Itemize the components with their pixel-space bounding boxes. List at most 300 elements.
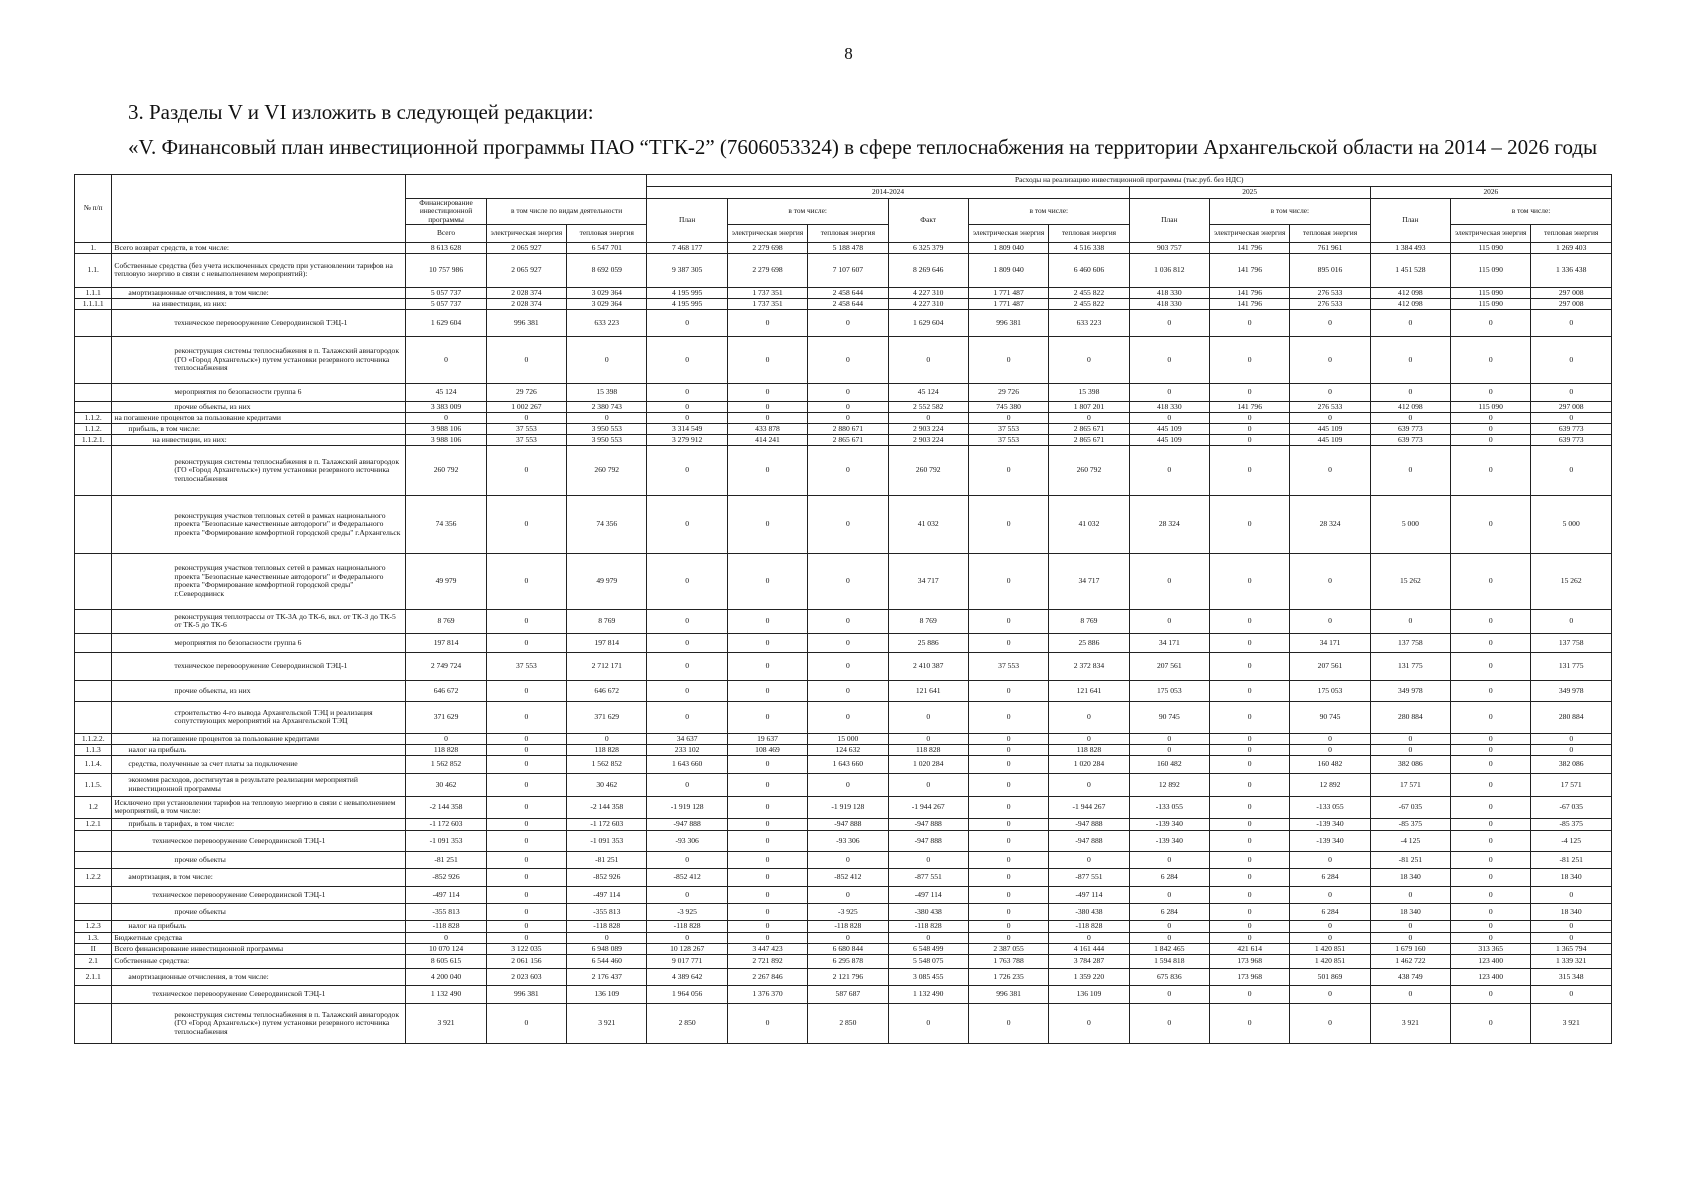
- table-body: [75, 242, 1612, 1043]
- value-cell: 0: [1451, 1003, 1531, 1043]
- value-cell: 639 773: [1370, 434, 1450, 445]
- header-heat: тепловая энергия: [808, 224, 888, 242]
- value-cell: 15 000: [808, 733, 888, 744]
- row-name: прочие объекты: [112, 851, 406, 868]
- value-cell: -1 091 353: [567, 830, 647, 851]
- value-cell: 0: [1209, 633, 1289, 652]
- value-cell: 0: [1290, 412, 1370, 423]
- row-name: Всего финансирование инвестиционной программы: [112, 943, 406, 954]
- value-cell: 0: [1451, 336, 1531, 383]
- value-cell: 0: [1209, 609, 1289, 633]
- financial-plan-table: [74, 174, 1612, 1044]
- row-name: на инвестиции, из них:: [112, 298, 406, 309]
- value-cell: 0: [727, 701, 807, 733]
- row-name: налог на прибыль: [112, 744, 406, 755]
- row-name: на инвестиции, из них:: [112, 434, 406, 445]
- value-cell: 0: [1290, 851, 1370, 868]
- value-cell: 12 892: [1290, 773, 1370, 796]
- value-cell: 0: [1451, 733, 1531, 744]
- value-cell: 0: [1531, 744, 1612, 755]
- value-cell: 0: [1451, 434, 1531, 445]
- value-cell: 3 950 553: [567, 423, 647, 434]
- value-cell: 0: [486, 851, 566, 868]
- value-cell: 0: [567, 932, 647, 943]
- value-cell: 0: [808, 773, 888, 796]
- value-cell: 1 376 370: [727, 985, 807, 1003]
- value-cell: 297 008: [1531, 298, 1612, 309]
- value-cell: 745 380: [968, 401, 1048, 412]
- value-cell: 3 988 106: [406, 434, 486, 445]
- value-cell: 4 161 444: [1049, 943, 1129, 954]
- value-cell: 6 284: [1129, 903, 1209, 920]
- table-row: [75, 383, 1612, 401]
- table-row: [75, 298, 1612, 309]
- value-cell: 0: [1370, 932, 1450, 943]
- value-cell: 0: [1451, 868, 1531, 886]
- table-row: [75, 985, 1612, 1003]
- value-cell: 6 548 499: [888, 943, 968, 954]
- table-row: [75, 851, 1612, 868]
- row-name: экономия расходов, достигнутая в результате реализации мероприятий инвестиционной программы: [112, 773, 406, 796]
- value-cell: 418 330: [1129, 287, 1209, 298]
- value-cell: 137 758: [1370, 633, 1450, 652]
- value-cell: 1 737 351: [727, 298, 807, 309]
- value-cell: 0: [1290, 886, 1370, 903]
- value-cell: 0: [1531, 336, 1612, 383]
- value-cell: -118 828: [406, 920, 486, 932]
- value-cell: 0: [1049, 932, 1129, 943]
- value-cell: 3 921: [567, 1003, 647, 1043]
- table-row: [75, 1003, 1612, 1043]
- row-name: амортизация, в том числе:: [112, 868, 406, 886]
- value-cell: 0: [1451, 495, 1531, 553]
- row-number: [75, 633, 112, 652]
- value-cell: 0: [1290, 383, 1370, 401]
- value-cell: 0: [1451, 985, 1531, 1003]
- row-number: [75, 701, 112, 733]
- value-cell: 28 324: [1129, 495, 1209, 553]
- value-cell: 30 462: [567, 773, 647, 796]
- value-cell: 0: [406, 412, 486, 423]
- value-cell: 0: [1129, 1003, 1209, 1043]
- value-cell: 0: [486, 336, 566, 383]
- value-cell: 3 029 364: [567, 287, 647, 298]
- value-cell: 2 387 055: [968, 943, 1048, 954]
- value-cell: 0: [1290, 445, 1370, 495]
- value-cell: 0: [1049, 851, 1129, 868]
- value-cell: 0: [808, 412, 888, 423]
- row-number: 1.1.5.: [75, 773, 112, 796]
- value-cell: 0: [1451, 903, 1531, 920]
- value-cell: 6 680 844: [808, 943, 888, 954]
- row-name: прочие объекты: [112, 903, 406, 920]
- header-electric: электрическая энергия: [1451, 224, 1531, 242]
- value-cell: 0: [1370, 920, 1450, 932]
- row-name: амортизационные отчисления, в том числе:: [112, 968, 406, 985]
- value-cell: 0: [1209, 701, 1289, 733]
- row-number: 1.3.: [75, 932, 112, 943]
- value-cell: 280 884: [1531, 701, 1612, 733]
- value-cell: 297 008: [1531, 287, 1612, 298]
- value-cell: 0: [1451, 553, 1531, 609]
- value-cell: 2 065 927: [486, 242, 566, 253]
- value-cell: 0: [727, 851, 807, 868]
- value-cell: 41 032: [888, 495, 968, 553]
- value-cell: 18 340: [1370, 903, 1450, 920]
- value-cell: 0: [486, 830, 566, 851]
- row-number: 1.1.2.: [75, 423, 112, 434]
- value-cell: 115 090: [1451, 401, 1531, 412]
- value-cell: 412 098: [1370, 401, 1450, 412]
- value-cell: 2 023 603: [486, 968, 566, 985]
- row-number: 1.2.1: [75, 818, 112, 830]
- value-cell: 1 809 040: [968, 253, 1048, 287]
- value-cell: 0: [808, 553, 888, 609]
- table-row: [75, 680, 1612, 701]
- value-cell: 2 865 671: [1049, 423, 1129, 434]
- value-cell: 0: [647, 383, 727, 401]
- value-cell: 8 769: [888, 609, 968, 633]
- value-cell: 15 262: [1370, 553, 1450, 609]
- value-cell: 6 544 460: [567, 954, 647, 968]
- value-cell: 0: [486, 412, 566, 423]
- value-cell: 0: [1049, 733, 1129, 744]
- value-cell: 0: [1451, 633, 1531, 652]
- value-cell: 297 008: [1531, 401, 1612, 412]
- value-cell: 0: [1209, 920, 1289, 932]
- value-cell: 0: [1129, 851, 1209, 868]
- value-cell: 1 036 812: [1129, 253, 1209, 287]
- value-cell: 3 950 553: [567, 434, 647, 445]
- row-name: прочие объекты, из них: [112, 401, 406, 412]
- value-cell: 0: [647, 336, 727, 383]
- value-cell: 1 562 852: [406, 755, 486, 773]
- value-cell: 0: [1129, 553, 1209, 609]
- value-cell: 74 356: [406, 495, 486, 553]
- row-name: Всего возврат средств, в том числе:: [112, 242, 406, 253]
- value-cell: 5 000: [1370, 495, 1450, 553]
- value-cell: 0: [1129, 412, 1209, 423]
- row-number: 2.1.1: [75, 968, 112, 985]
- value-cell: 137 758: [1531, 633, 1612, 652]
- header-electric: электрическая энергия: [1209, 224, 1289, 242]
- value-cell: -1 944 267: [1049, 796, 1129, 818]
- row-number: [75, 1003, 112, 1043]
- row-name: техническое перевооружение Северодвинской ТЭЦ-1: [112, 830, 406, 851]
- value-cell: 501 869: [1290, 968, 1370, 985]
- row-number: [75, 851, 112, 868]
- value-cell: -1 172 603: [567, 818, 647, 830]
- value-cell: 996 381: [968, 309, 1048, 336]
- value-cell: 0: [727, 868, 807, 886]
- value-cell: 8 769: [567, 609, 647, 633]
- value-cell: 1 562 852: [567, 755, 647, 773]
- value-cell: 412 098: [1370, 287, 1450, 298]
- value-cell: 141 796: [1209, 298, 1289, 309]
- value-cell: 6 460 606: [1049, 253, 1129, 287]
- value-cell: 2 865 671: [1049, 434, 1129, 445]
- section-title: «V. Финансовый план инвестиционной программы ПАО “ТГК-2” (7606053324) в сфере теплоснабжения на территории Архангельской области на 2014 – 2026 годы: [128, 135, 1598, 159]
- table-row: [75, 434, 1612, 445]
- value-cell: 0: [1049, 773, 1129, 796]
- value-cell: 5 057 737: [406, 298, 486, 309]
- row-name: реконструкция системы теплоснабжения в п. Талажский авиагородок (ГО «Город Архангельск») путем установки резервного источника теплоснабжения: [112, 336, 406, 383]
- table-row: [75, 868, 1612, 886]
- value-cell: 1 629 604: [888, 309, 968, 336]
- value-cell: 1 020 284: [1049, 755, 1129, 773]
- value-cell: 895 016: [1290, 253, 1370, 287]
- value-cell: 0: [727, 1003, 807, 1043]
- row-number: [75, 553, 112, 609]
- value-cell: 4 389 642: [647, 968, 727, 985]
- value-cell: -93 306: [647, 830, 727, 851]
- value-cell: -380 438: [1049, 903, 1129, 920]
- row-number: [75, 903, 112, 920]
- value-cell: 0: [647, 886, 727, 903]
- table-row: [75, 609, 1612, 633]
- value-cell: 17 571: [1531, 773, 1612, 796]
- value-cell: 0: [647, 495, 727, 553]
- value-cell: 0: [1129, 609, 1209, 633]
- value-cell: 0: [968, 495, 1048, 553]
- value-cell: 0: [808, 932, 888, 943]
- value-cell: 0: [968, 830, 1048, 851]
- value-cell: -355 813: [567, 903, 647, 920]
- value-cell: 646 672: [567, 680, 647, 701]
- value-cell: 0: [1290, 985, 1370, 1003]
- value-cell: 74 356: [567, 495, 647, 553]
- value-cell: -85 375: [1370, 818, 1450, 830]
- value-cell: 15 398: [1049, 383, 1129, 401]
- value-cell: 0: [968, 680, 1048, 701]
- value-cell: 18 340: [1531, 868, 1612, 886]
- value-cell: 160 482: [1290, 755, 1370, 773]
- value-cell: 0: [647, 553, 727, 609]
- value-cell: 0: [567, 733, 647, 744]
- value-cell: -4 125: [1531, 830, 1612, 851]
- header-incl-2025: в том числе:: [1209, 199, 1370, 225]
- header-period-2014-2024: 2014-2024: [647, 187, 1129, 199]
- header-num: № п/п: [75, 175, 112, 243]
- value-cell: 2 903 224: [888, 434, 968, 445]
- value-cell: 0: [1209, 553, 1289, 609]
- value-cell: 7 107 607: [808, 253, 888, 287]
- row-name: реконструкция участков тепловых сетей в рамках национального проекта "Безопасные качественные автодороги" и Федерального проекта "Формирование комфортной городской среды" г.Архангельск: [112, 495, 406, 553]
- value-cell: 3 784 287: [1049, 954, 1129, 968]
- value-cell: 1 420 851: [1290, 943, 1370, 954]
- value-cell: 0: [486, 701, 566, 733]
- value-cell: 34 717: [1049, 553, 1129, 609]
- table-row: [75, 242, 1612, 253]
- table-row: [75, 253, 1612, 287]
- value-cell: 0: [1451, 652, 1531, 680]
- value-cell: 0: [1209, 383, 1289, 401]
- value-cell: -118 828: [888, 920, 968, 932]
- value-cell: -1 944 267: [888, 796, 968, 818]
- value-cell: -139 340: [1129, 830, 1209, 851]
- section-instruction: 3. Разделы V и VI изложить в следующей редакции:: [128, 100, 594, 124]
- row-number: 2.1: [75, 954, 112, 968]
- value-cell: 0: [888, 1003, 968, 1043]
- table-row: [75, 773, 1612, 796]
- value-cell: 0: [727, 412, 807, 423]
- value-cell: 0: [1209, 868, 1289, 886]
- value-cell: 1 420 851: [1290, 954, 1370, 968]
- value-cell: 0: [1531, 412, 1612, 423]
- value-cell: -497 114: [888, 886, 968, 903]
- value-cell: 141 796: [1209, 253, 1289, 287]
- value-cell: 0: [1209, 733, 1289, 744]
- value-cell: -81 251: [567, 851, 647, 868]
- header-total: Всего: [406, 224, 486, 242]
- value-cell: 2 176 437: [567, 968, 647, 985]
- value-cell: 0: [486, 903, 566, 920]
- value-cell: 433 878: [727, 423, 807, 434]
- value-cell: 0: [1451, 412, 1531, 423]
- table-row: [75, 412, 1612, 423]
- value-cell: 0: [727, 932, 807, 943]
- value-cell: 9 017 771: [647, 954, 727, 968]
- value-cell: 0: [1209, 830, 1289, 851]
- value-cell: -852 926: [567, 868, 647, 886]
- value-cell: 8 769: [1049, 609, 1129, 633]
- value-cell: 903 757: [1129, 242, 1209, 253]
- row-name: прибыль, в том числе:: [112, 423, 406, 434]
- row-number: 1.1.3: [75, 744, 112, 755]
- value-cell: 0: [888, 773, 968, 796]
- value-cell: 37 553: [486, 434, 566, 445]
- value-cell: 0: [486, 755, 566, 773]
- value-cell: 90 745: [1290, 701, 1370, 733]
- value-cell: 2 850: [808, 1003, 888, 1043]
- row-number: [75, 445, 112, 495]
- value-cell: 118 828: [888, 744, 968, 755]
- value-cell: 115 090: [1451, 242, 1531, 253]
- value-cell: 0: [486, 680, 566, 701]
- value-cell: 0: [1370, 445, 1450, 495]
- value-cell: -1 919 128: [647, 796, 727, 818]
- value-cell: 0: [486, 886, 566, 903]
- value-cell: 0: [968, 1003, 1048, 1043]
- value-cell: 30 462: [406, 773, 486, 796]
- value-cell: 0: [808, 383, 888, 401]
- value-cell: 0: [808, 886, 888, 903]
- table-row: [75, 903, 1612, 920]
- value-cell: 276 533: [1290, 298, 1370, 309]
- table-row: [75, 445, 1612, 495]
- value-cell: 0: [1370, 744, 1450, 755]
- value-cell: 141 796: [1209, 287, 1289, 298]
- value-cell: 9 387 305: [647, 253, 727, 287]
- row-number: 1.2.2: [75, 868, 112, 886]
- page-number: 8: [844, 44, 853, 63]
- value-cell: 0: [727, 680, 807, 701]
- value-cell: 0: [1209, 423, 1289, 434]
- row-name: амортизационные отчисления, в том числе:: [112, 287, 406, 298]
- value-cell: 0: [1209, 412, 1289, 423]
- value-cell: 118 828: [406, 744, 486, 755]
- value-cell: 4 227 310: [888, 298, 968, 309]
- value-cell: 0: [1209, 744, 1289, 755]
- value-cell: 639 773: [1531, 434, 1612, 445]
- table-row: [75, 701, 1612, 733]
- value-cell: 445 109: [1290, 434, 1370, 445]
- table-row: [75, 744, 1612, 755]
- value-cell: -1 091 353: [406, 830, 486, 851]
- value-cell: 123 400: [1451, 954, 1531, 968]
- value-cell: 0: [1209, 434, 1289, 445]
- value-cell: 371 629: [567, 701, 647, 733]
- value-cell: 0: [1049, 1003, 1129, 1043]
- value-cell: 118 828: [567, 744, 647, 755]
- value-cell: 0: [1451, 920, 1531, 932]
- value-cell: 37 553: [486, 423, 566, 434]
- value-cell: 3 383 009: [406, 401, 486, 412]
- value-cell: 0: [1290, 336, 1370, 383]
- value-cell: 45 124: [888, 383, 968, 401]
- value-cell: 0: [1531, 920, 1612, 932]
- value-cell: -497 114: [1049, 886, 1129, 903]
- value-cell: -877 551: [1049, 868, 1129, 886]
- value-cell: 445 109: [1290, 423, 1370, 434]
- value-cell: 25 886: [888, 633, 968, 652]
- value-cell: 418 330: [1129, 298, 1209, 309]
- table-row: [75, 968, 1612, 985]
- table-row: [75, 830, 1612, 851]
- row-name: реконструкция системы теплоснабжения в п. Талажский авиагородок (ГО «Город Архангельск») путем установки резервного источника теплоснабжения: [112, 445, 406, 495]
- value-cell: 4 516 338: [1049, 242, 1129, 253]
- value-cell: 49 979: [406, 553, 486, 609]
- value-cell: 315 348: [1531, 968, 1612, 985]
- value-cell: 0: [808, 445, 888, 495]
- header-financing: Финансирование инвестиционной программы: [406, 199, 486, 225]
- value-cell: 136 109: [567, 985, 647, 1003]
- value-cell: 2 455 822: [1049, 287, 1129, 298]
- value-cell: 115 090: [1451, 287, 1531, 298]
- value-cell: 0: [1209, 932, 1289, 943]
- value-cell: 0: [1209, 1003, 1289, 1043]
- value-cell: 0: [406, 733, 486, 744]
- value-cell: 0: [647, 851, 727, 868]
- value-cell: 1 132 490: [888, 985, 968, 1003]
- value-cell: 0: [1209, 903, 1289, 920]
- value-cell: 0: [968, 445, 1048, 495]
- row-number: [75, 336, 112, 383]
- value-cell: 2 458 644: [808, 298, 888, 309]
- value-cell: 3 279 912: [647, 434, 727, 445]
- row-name: техническое перевооружение Северодвинской ТЭЦ-1: [112, 886, 406, 903]
- value-cell: 10 757 986: [406, 253, 486, 287]
- value-cell: 0: [808, 336, 888, 383]
- value-cell: 0: [1531, 445, 1612, 495]
- value-cell: 0: [1531, 383, 1612, 401]
- header-electric: электрическая энергия: [486, 224, 566, 242]
- value-cell: 0: [486, 495, 566, 553]
- value-cell: 0: [486, 744, 566, 755]
- value-cell: 761 961: [1290, 242, 1370, 253]
- value-cell: -4 125: [1370, 830, 1450, 851]
- value-cell: 0: [1451, 932, 1531, 943]
- header-plan-2025: План: [1129, 199, 1209, 243]
- value-cell: 0: [727, 920, 807, 932]
- value-cell: 1 339 321: [1531, 954, 1612, 968]
- value-cell: 0: [1451, 796, 1531, 818]
- row-name: Бюджетные средства: [112, 932, 406, 943]
- value-cell: 0: [727, 796, 807, 818]
- value-cell: 0: [647, 680, 727, 701]
- value-cell: 37 553: [968, 423, 1048, 434]
- value-cell: 0: [1129, 985, 1209, 1003]
